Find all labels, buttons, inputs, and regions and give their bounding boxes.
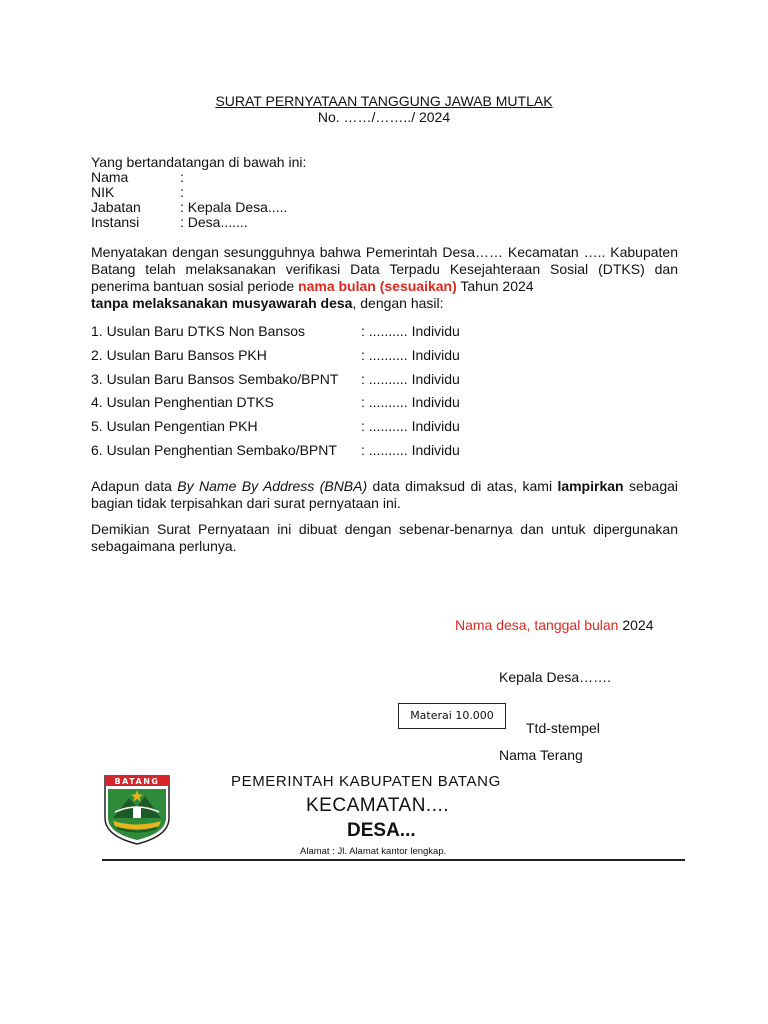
field-value-nama: : xyxy=(180,169,184,185)
place-date-year: 2024 xyxy=(618,617,654,633)
list-item-value: : .......... Individu xyxy=(361,394,460,410)
signature-name: Nama Terang xyxy=(499,747,583,763)
materai-stamp-box: Materai 10.000 xyxy=(398,703,506,729)
bnba-paragraph xyxy=(91,478,678,512)
list-item-label: 2. Usulan Baru Bansos PKH xyxy=(91,347,267,363)
closing-paragraph: Demikian Surat Pernyataan ini dibuat dengan sebenar-benarnya dan untuk dipergunakan sebagaimana perlunya. xyxy=(91,521,678,554)
list-item-label: 3. Usulan Baru Bansos Sembako/BPNT xyxy=(91,371,339,387)
statement-text-3: , dengan hasil: xyxy=(352,295,444,311)
letterhead-address: Alamat : Jl. Alamat kantor lengkap. xyxy=(300,846,447,857)
list-item-value: : .......... Individu xyxy=(361,418,460,434)
field-label-jabatan: Jabatan xyxy=(91,199,141,215)
letterhead-divider xyxy=(102,859,685,861)
place-date-text: Nama desa, tanggal bulan xyxy=(455,617,619,633)
letterhead-line-3: DESA... xyxy=(347,820,416,841)
statement-text-1: Menyatakan dengan sesungguhnya bahwa Pemerintah Desa…… Kecamatan ….. Kabupaten Batang telah melaksanakan verifikasi Data Terpadu Kesejahteraan Sosial (DTKS) dan penerima bantuan sosial periode xyxy=(91,244,678,294)
signature-ttd-stempel: Ttd-stempel xyxy=(526,720,600,736)
field-value-nik: : xyxy=(180,184,184,200)
list-item-value: : .......... Individu xyxy=(361,442,460,458)
list-item-value: : .......... Individu xyxy=(361,371,460,387)
letterhead-line-2: KECAMATAN.... xyxy=(306,795,450,816)
list-item-value: : .......... Individu xyxy=(361,323,460,339)
signature-position: Kepala Desa……. xyxy=(499,669,612,685)
signature-place-date xyxy=(455,617,654,633)
bnba-text-2: data dimaksud di atas, kami xyxy=(367,478,558,494)
field-label-instansi: Instansi xyxy=(91,214,140,230)
statement-highlight: nama bulan (sesuaikan) xyxy=(298,278,457,294)
field-label-nik: NIK xyxy=(91,184,115,200)
statement-bold: tanpa melaksanakan musyawarah desa xyxy=(91,295,353,311)
logo-text: BATANG xyxy=(114,777,160,786)
bnba-italic: By Name By Address (BNBA) xyxy=(177,478,368,494)
statement-text-2: Tahun 2024 xyxy=(456,278,534,294)
bnba-text-3: sebagai bagian tidak terpisahkan dari surat pernyataan ini. xyxy=(91,478,679,511)
bnba-bold: lampirkan xyxy=(557,478,624,494)
list-item-value: : .......... Individu xyxy=(361,347,460,363)
document-title: SURAT PERNYATAAN TANGGUNG JAWAB MUTLAK xyxy=(215,93,553,109)
statement-paragraph xyxy=(91,244,678,312)
list-item-label: 1. Usulan Baru DTKS Non Bansos xyxy=(91,323,305,339)
intro-text: Yang bertandatangan di bawah ini: xyxy=(91,154,307,170)
letterhead-line-1: PEMERINTAH KABUPATEN BATANG xyxy=(231,773,501,790)
bnba-text-1: Adapun data xyxy=(91,478,178,494)
batang-regency-logo-icon xyxy=(103,774,171,846)
list-item-label: 4. Usulan Penghentian DTKS xyxy=(91,394,274,410)
document-number: No. ……/……../ 2024 xyxy=(317,109,451,125)
field-value-instansi: : Desa....... xyxy=(180,214,248,230)
list-item-label: 6. Usulan Penghentian Sembako/BPNT xyxy=(91,442,337,458)
field-value-jabatan: : Kepala Desa..... xyxy=(180,199,288,215)
list-item-label: 5. Usulan Pengentian PKH xyxy=(91,418,258,434)
field-label-nama: Nama xyxy=(91,169,129,185)
